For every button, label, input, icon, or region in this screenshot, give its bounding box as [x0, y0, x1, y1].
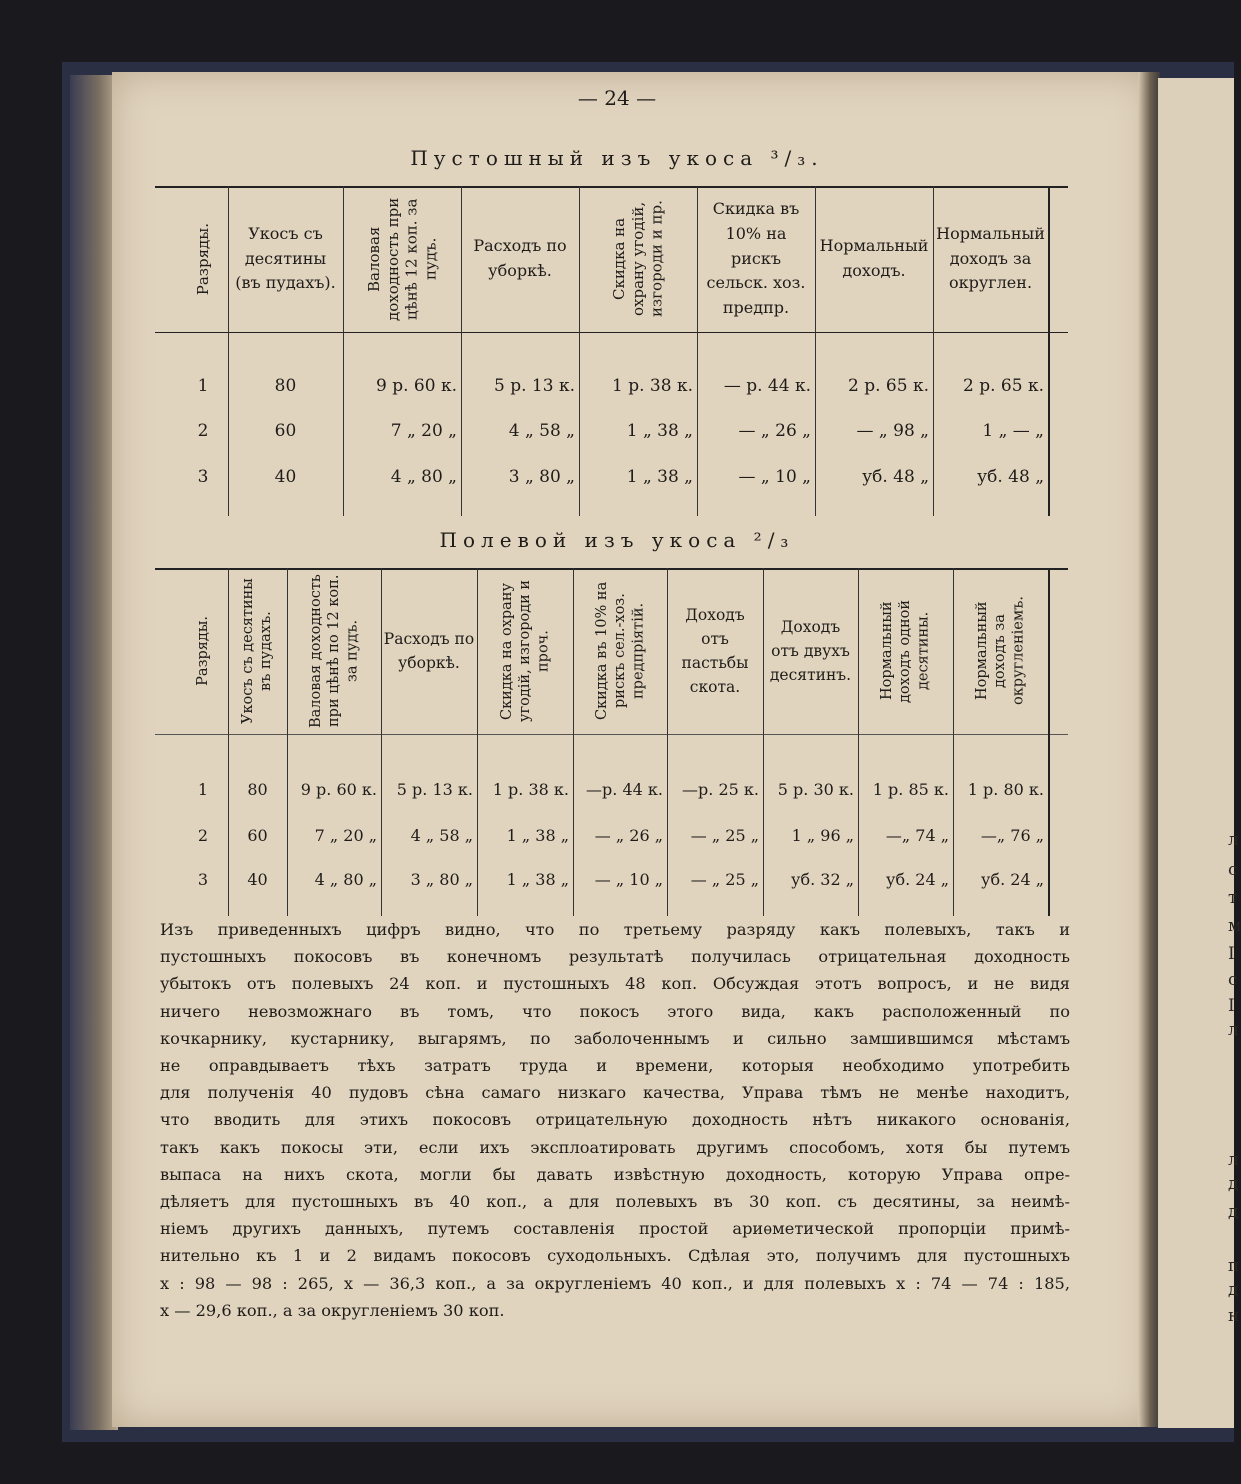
table1-header-label: Скидка въ 10% на рискъ сельск. хоз. предпр. — [706, 199, 806, 318]
table2-title: Полевой изъ укоса ²/₃ — [439, 528, 795, 552]
table2-cell: 1 — [197, 779, 209, 799]
table2-header-cell — [383, 572, 475, 730]
next-page-fragment: л — [1228, 1020, 1239, 1040]
table1-header-label: Нормальный доходъ. — [819, 236, 929, 280]
table1-cell: — „ 98 „ — [856, 421, 929, 441]
next-page-fragment: л — [1228, 1150, 1239, 1170]
table2-header-label: Скидка на охрану угодій, изгороди и проч. — [498, 579, 552, 723]
table2-cell: 1 р. 38 к. — [492, 779, 569, 799]
table2-cell: 9 р. 60 к. — [300, 779, 377, 799]
paragraph-line: x — 29,6 коп., а за округленіемъ 30 коп. — [160, 1300, 505, 1320]
next-page-fragment: с — [1228, 860, 1238, 880]
next-page-fragment: I — [1228, 944, 1235, 964]
page-gutter — [1138, 72, 1160, 1427]
next-page-fragment: д — [1228, 1280, 1239, 1300]
table1-cell: 1 „ 38 „ — [626, 467, 693, 487]
paragraph-line: Изъ приведенныхъ цифръ видно, что по третьему разряду какъ полевыхъ, такъ и — [160, 920, 1070, 939]
table2-header-cell — [669, 572, 761, 730]
table2-column-rule — [667, 568, 668, 916]
table1-cell: 2 р. 65 к. — [848, 376, 929, 396]
table1-column-rule — [933, 186, 934, 516]
table2-column-rule — [953, 568, 954, 916]
table2-cell: 7 „ 20 „ — [314, 825, 377, 845]
table2-cell: — „ 25 „ — [690, 869, 759, 889]
table2-cell: 60 — [247, 825, 268, 845]
table1-cell: 4 „ 58 „ — [508, 421, 575, 441]
paragraph-line: пустошныхъ покосовъ въ конечномъ результатѣ получилась отрицательная доходность — [160, 947, 1070, 967]
table2-cell: —р. 44 к. — [586, 779, 663, 799]
table1-header-label: Разряды. — [193, 222, 212, 296]
table2-column-rule — [287, 568, 288, 916]
table1-cell: 40 — [274, 467, 297, 487]
table1-cell: 2 — [197, 421, 209, 441]
table2-header-label: Доходъ отъ двухъ десятинъ. — [769, 617, 852, 684]
table1-column-rule — [697, 186, 698, 516]
next-page-fragment: л — [1228, 830, 1239, 850]
table1-cell: 3 — [197, 467, 209, 487]
table1-cell: 7 „ 20 „ — [390, 421, 457, 441]
table2-column-rule — [228, 568, 229, 916]
table1-cell: — „ 10 „ — [738, 467, 811, 487]
table1-header-label: Скидка на охрану угодій, изгороди и пр. — [609, 200, 666, 318]
table1-header-cell — [345, 190, 459, 328]
table2-header-rule — [155, 734, 1068, 735]
table1-cell: 60 — [274, 421, 297, 441]
table2-cell: —р. 25 к. — [682, 779, 759, 799]
table2-cell: — „ 25 „ — [690, 825, 759, 845]
table2-header-label: Расходъ по уборкѣ. — [383, 629, 475, 672]
table1-cell: 1 „ — „ — [982, 421, 1044, 441]
table1-cell: 3 „ 80 „ — [508, 467, 575, 487]
table2-cell: 3 — [197, 869, 209, 889]
table1-column-rule — [461, 186, 462, 516]
table2-header-label: Скидка въ 10% на рискъ сел.-хоз. предпріятій. — [593, 581, 647, 721]
paragraph-line: ніемъ другихъ данныхъ, путемъ составленія простой ариѳметической пропорціи примѣ- — [160, 1219, 1070, 1239]
table1-cell: 1 р. 38 к. — [612, 376, 693, 396]
table2-header-cell — [289, 572, 379, 730]
binding-edge — [70, 75, 118, 1430]
table2-cell: 2 — [197, 825, 209, 845]
table2-header-cell — [765, 572, 856, 730]
next-page-fragment: н — [1228, 1306, 1240, 1326]
paragraph-line: кочкарнику, кустарнику, выгарямъ, по заболоченнымъ и сильно замшившимся мѣстамъ — [160, 1028, 1070, 1048]
table2-column-rule — [477, 568, 478, 916]
table1-top-rule — [155, 186, 1068, 188]
table2-header-cell — [860, 572, 951, 730]
table2-header-cell — [955, 572, 1046, 730]
next-page-fragment: с — [1228, 970, 1238, 990]
body-paragraph — [160, 916, 1070, 1324]
table2-cell: 40 — [247, 869, 268, 889]
table1-title: Пустошный изъ укоса ³/₃. — [410, 146, 824, 170]
table2-cell: 4 „ 80 „ — [314, 869, 377, 889]
table2-cell: 1 р. 85 к. — [872, 779, 949, 799]
next-page-fragment: д — [1228, 1202, 1239, 1222]
table2-header-label: Валовая доходность при цѣнѣ по 12 коп. за пудъ. — [307, 574, 361, 728]
table1-header-cell — [180, 190, 226, 328]
table1-column-rule — [579, 186, 580, 516]
table1-header-cell — [699, 190, 813, 328]
table2-header-label: Разряды. — [194, 616, 211, 686]
table2-header-label: Доходъ отъ пастьбы скота. — [681, 605, 749, 697]
table2-header-label: Нормальный доходъ за округленіемъ. — [974, 596, 1027, 706]
table2-cell: уб. 24 „ — [886, 869, 949, 889]
next-page-fragment: т — [1228, 888, 1238, 908]
next-page-fragment: п — [1228, 1256, 1240, 1276]
table2-column-rule — [858, 568, 859, 916]
paragraph-line: выпаса на нихъ скота, могли бы давать извѣстную доходность, которую Управа опре- — [160, 1164, 1070, 1184]
table1-header-cell — [463, 190, 577, 328]
table2-column-rule — [381, 568, 382, 916]
table2-column-rule — [573, 568, 574, 916]
table2-cell: — „ 10 „ — [594, 869, 663, 889]
table1-header-label: Валовая доходность при цѣнѣ 12 коп. за пудъ. — [364, 197, 439, 321]
table2-cell: 4 „ 58 „ — [410, 825, 473, 845]
next-page-fragment: м — [1228, 916, 1241, 936]
table1-cell: 2 р. 65 к. — [963, 376, 1044, 396]
table1-cell: 9 р. 60 к. — [376, 376, 457, 396]
table2-cell: —„ 74 „ — [885, 825, 949, 845]
table1-header-rule — [155, 332, 1068, 333]
paragraph-line: что вводить для этихъ покосовъ отрицательную доходность нѣтъ никакого основанія, — [160, 1110, 1070, 1130]
table1-cell: 4 „ 80 „ — [390, 467, 457, 487]
table1-cell: 80 — [274, 376, 297, 396]
paragraph-line: убытокъ отъ полевыхъ 24 коп. и пустошныхъ 48 коп. Обсуждая этотъ вопросъ, и не видя — [160, 974, 1070, 994]
table2-cell: 1 „ 38 „ — [506, 869, 569, 889]
table1-header-cell — [581, 190, 695, 328]
table2-cell: — „ 26 „ — [594, 825, 663, 845]
table1-right-rule — [1048, 186, 1050, 516]
next-page-fragment: д — [1228, 1174, 1239, 1194]
page-number: — 24 — — [577, 86, 657, 110]
table1-cell: 1 — [197, 376, 209, 396]
paragraph-line: ничего невозможнаго въ томъ, что покосъ этого вида, какъ расположенный по — [160, 1001, 1070, 1021]
table1-header-cell — [935, 190, 1046, 328]
table2-cell: уб. 24 „ — [981, 869, 1044, 889]
table1-header-cell — [817, 190, 931, 328]
paragraph-line: для полученія 40 пудовъ сѣна самаго низкаго качества, Управа тѣмъ не менѣе находитъ, — [160, 1083, 1070, 1103]
table1-cell: уб. 48 „ — [977, 467, 1044, 487]
table2-header-label: Нормальный доходъ одной десятины. — [879, 599, 932, 703]
table2-cell: 1 р. 80 к. — [967, 779, 1044, 799]
table1-cell: — „ 26 „ — [738, 421, 811, 441]
paragraph-line: x : 98 — 98 : 265, x — 36,3 коп., а за округленіемъ 40 коп., и для полевыхъ x : 74 — 74 : 185, — [160, 1273, 1070, 1293]
paragraph-line: не оправдываетъ тѣхъ затратъ труда и времени, которыя необходимо употребить — [160, 1056, 1070, 1076]
table1-header-label: Расходъ по уборкѣ. — [473, 236, 567, 280]
table1-column-rule — [815, 186, 816, 516]
table2-header-cell — [575, 572, 665, 730]
paragraph-line: такъ какъ покосы эти, если ихъ эксплоатировать другимъ способомъ, хотя бы путемъ — [160, 1137, 1070, 1157]
table2-column-rule — [763, 568, 764, 916]
table1-header-cell — [230, 190, 341, 328]
table1-column-rule — [343, 186, 344, 516]
table1-header-label: Укосъ съ десятины (въ пудахъ). — [235, 223, 336, 293]
table2-header-cell — [479, 572, 571, 730]
table2-header-cell — [180, 572, 226, 730]
table2-cell: 5 р. 30 к. — [777, 779, 854, 799]
table2-top-rule — [155, 568, 1068, 570]
table1-cell: 1 „ 38 „ — [626, 421, 693, 441]
table1-cell: 5 р. 13 к. — [494, 376, 575, 396]
table1-header-label: Нормальный доходъ за округлен. — [936, 223, 1045, 293]
table2-header-cell — [230, 572, 285, 730]
table2-cell: —„ 76 „ — [980, 825, 1044, 845]
next-page-fragment: I — [1228, 996, 1235, 1016]
next-page-edge — [1158, 78, 1241, 1428]
table2-cell: 3 „ 80 „ — [410, 869, 473, 889]
table2-header-label: Укосъ съ десятины въ пудахъ. — [240, 578, 275, 724]
table2-cell: 1 „ 96 „ — [791, 825, 854, 845]
paragraph-line: нительно къ 1 и 2 видамъ покосовъ суходольныхъ. Сдѣлая это, получимъ для пустошныхъ — [160, 1246, 1070, 1266]
table1-column-rule — [228, 186, 229, 516]
table1-cell: уб. 48 „ — [862, 467, 929, 487]
table2-cell: 1 „ 38 „ — [506, 825, 569, 845]
table2-cell: 5 р. 13 к. — [396, 779, 473, 799]
table2-cell: уб. 32 „ — [791, 869, 854, 889]
table2-cell: 80 — [247, 779, 268, 799]
table2-right-rule — [1048, 568, 1050, 916]
table1-cell: — р. 44 к. — [723, 376, 811, 396]
paragraph-line: дѣляетъ для пустошныхъ въ 40 коп., а для полевыхъ въ 30 коп. съ десятины, за неимѣ- — [160, 1192, 1070, 1212]
